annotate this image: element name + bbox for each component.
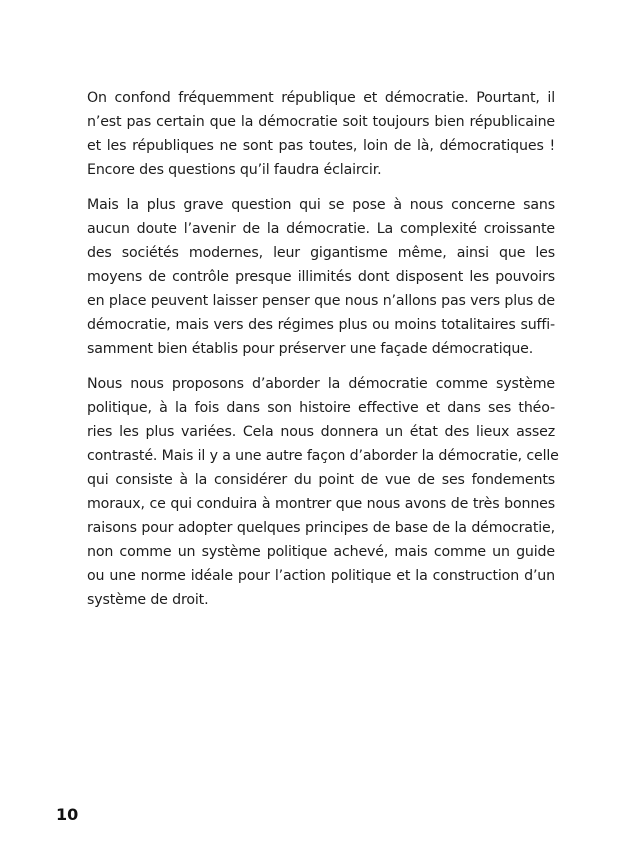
text-line: Encore des questions qu’il faudra éclaircir. bbox=[87, 162, 382, 178]
text-line: raisons pour adopter quelques principes de base de la démocratie, bbox=[87, 520, 555, 536]
text-line: non comme un système politique achevé, mais comme un guide bbox=[87, 544, 555, 560]
text-line: politique, à la fois dans son histoire effective et dans ses théo- bbox=[87, 400, 555, 416]
text-line: moraux, ce qui conduira à montrer que nous avons de très bonnes bbox=[87, 496, 555, 512]
text-line: contrasté. Mais il y a une autre façon d’aborder la démocratie, celle bbox=[87, 448, 559, 464]
page-number: 10 bbox=[56, 805, 79, 824]
text-line: système de droit. bbox=[87, 592, 209, 608]
text-line: démocratie, mais vers des régimes plus ou moins totalitaires suffi- bbox=[87, 317, 555, 333]
paragraph bbox=[87, 193, 555, 361]
text-line: samment bien établis pour préserver une façade démocratique. bbox=[87, 341, 534, 357]
text-line: en place peuvent laisser penser que nous n’allons pas vers plus de bbox=[87, 293, 555, 309]
paragraph bbox=[87, 372, 559, 612]
text-line: On confond fréquemment république et démocratie. Pourtant, il bbox=[87, 90, 555, 106]
text-line: aucun doute l’avenir de la démocratie. La complexité croissante bbox=[87, 221, 555, 237]
text-line: n’est pas certain que la démocratie soit toujours bien républicaine bbox=[87, 114, 555, 130]
text-line: Nous nous proposons d’aborder la démocratie comme système bbox=[87, 376, 555, 392]
body-text bbox=[87, 86, 559, 623]
text-line: Mais la plus grave question qui se pose à nous concerne sans bbox=[87, 197, 555, 213]
text-line: qui consiste à la considérer du point de vue de ses fondements bbox=[87, 472, 555, 488]
text-line: ries les plus variées. Cela nous donnera un état des lieux assez bbox=[87, 424, 555, 440]
text-line: des sociétés modernes, leur gigantisme même, ainsi que les bbox=[87, 245, 555, 261]
text-line: et les républiques ne sont pas toutes, loin de là, démocratiques ! bbox=[87, 138, 555, 154]
paragraph bbox=[87, 86, 555, 182]
text-line: ou une norme idéale pour l’action politique et la construction d’un bbox=[87, 568, 555, 584]
text-line: moyens de contrôle presque illimités dont disposent les pouvoirs bbox=[87, 269, 555, 285]
